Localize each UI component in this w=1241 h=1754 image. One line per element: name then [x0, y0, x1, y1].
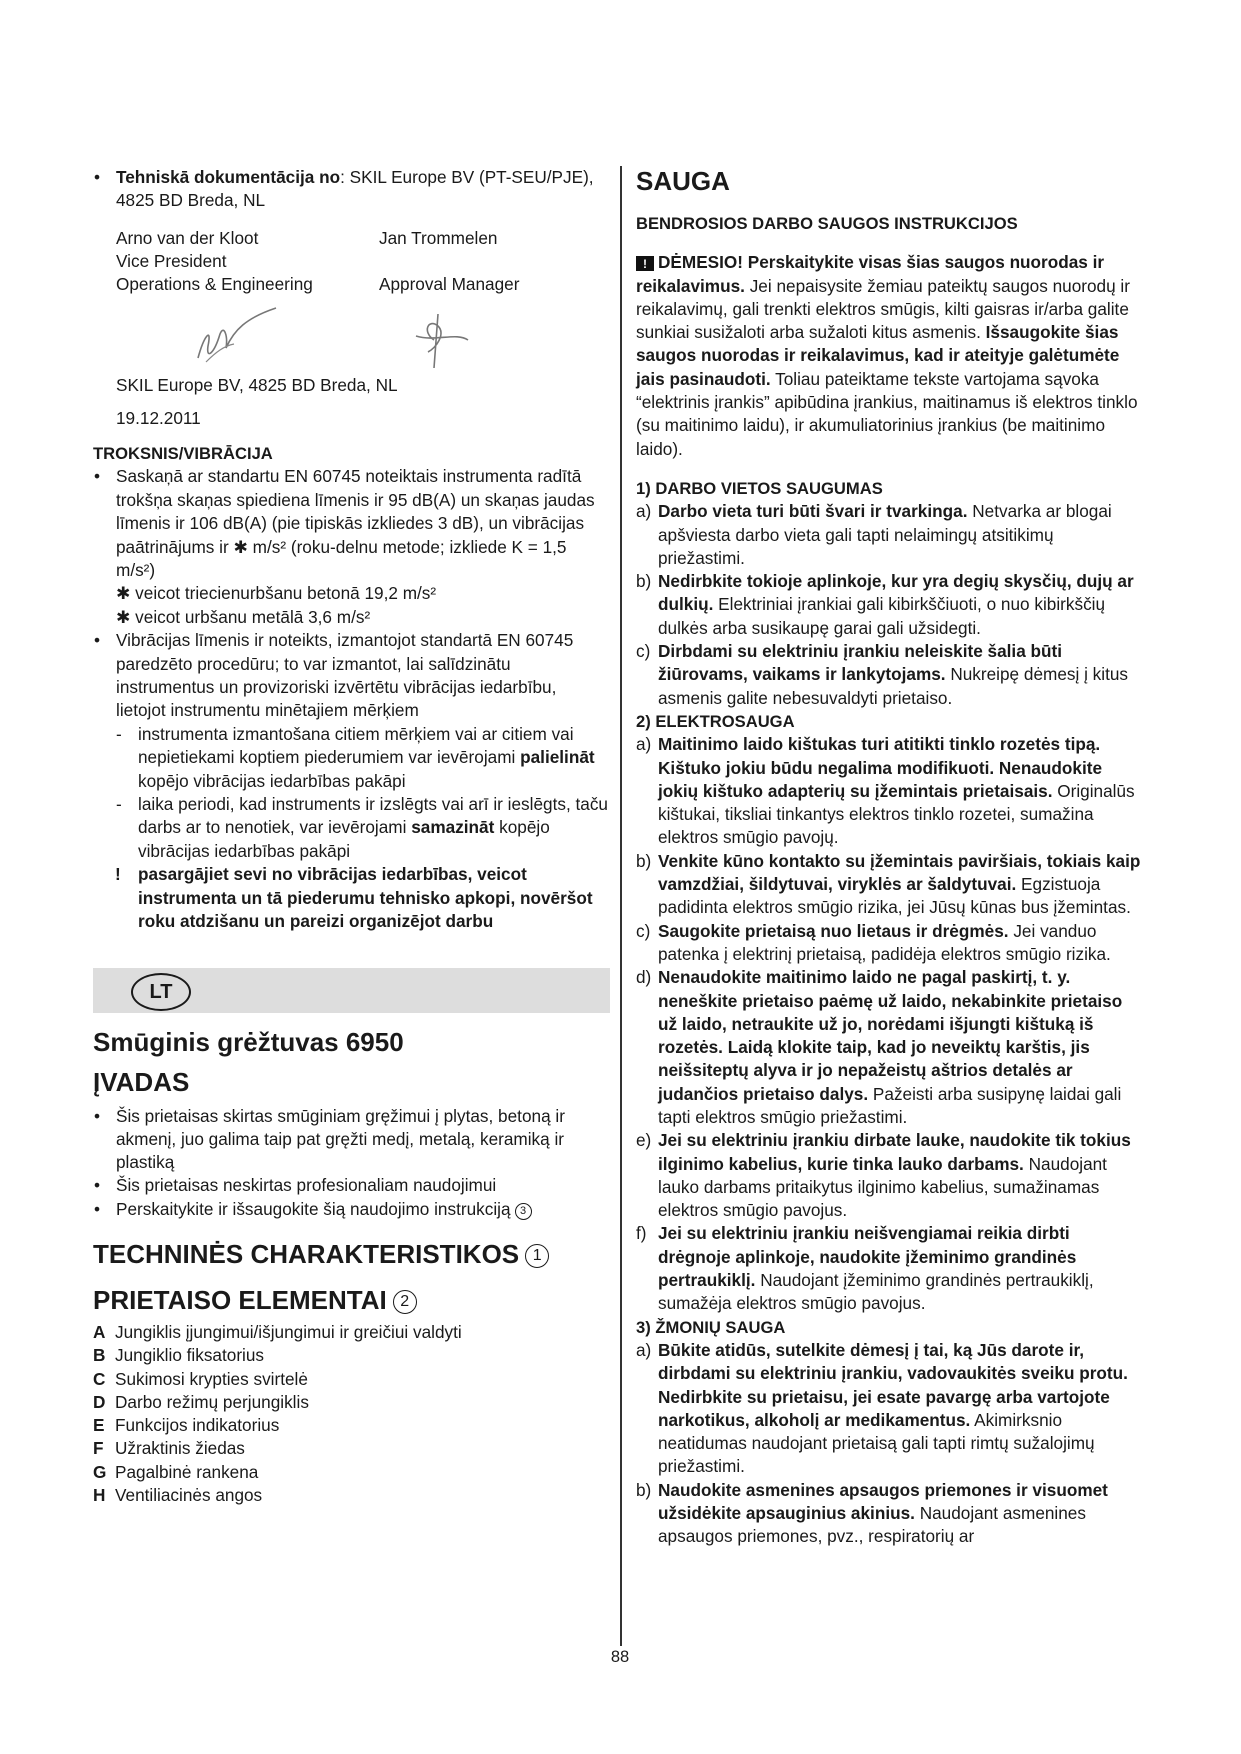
rule-3a: a) Būkite atidūs, sutelkite dėmesį į tai, ką Jūs darote ir, dirbdami su elektriniu įrankiu, vadovaukitės sveiku protu. Nedirbkite su prietaisu, jei esate pavargę arba vartojote narkotikus, alkoholį ar medikamentus. Akimirksnio neatidumas naudojant prietaisą gali tapti rimtų sužalojimų priežastimi.: [636, 1339, 1128, 1477]
signer-2-name: Jan Trommelen: [379, 227, 498, 248]
column-divider: [620, 166, 622, 1646]
page-number: 88: [610, 1648, 630, 1666]
rule-2d: d) Nenaudokite maitinimo laido ne pagal paskirtį, t. y. neneškite prietaiso paėmę už laido, nekabinkite prietaiso už laido, netraukite už jo, norėdami išjungti kištuką iš rozetės. Laidą klokite taip, kad jo neveiktų karštis, jis neišsiteptų alyva ir jo nepažeistų aštrios detalės ar judančios prietaiso dalys. Pažeisti arba susipynę laidai gali tapti elektros smūgio priežastimi.: [636, 967, 1123, 1127]
noise-dash-2: - laika periodi, kad instruments ir izslēgts vai arī ir ieslēgts, taču darbs ar to nenotiek, var ievērojami samazināt kopējo vibrācijas iedarbības pakāpi: [93, 793, 610, 863]
section-2-heading: 2) ELEKTROSAUGA: [636, 711, 795, 731]
signature-2-icon: [416, 314, 468, 368]
signatures: [116, 296, 610, 374]
rule-2f: f) Jei su elektriniu įrankiu neišvengiamai reikia dirbti drėgnoje aplinkoje, naudokite įžeminimo grandinės pertraukiklį. Naudojant įžeminimo grandinės pertraukiklį, sumažėja elektros smūgio pavojus.: [636, 1223, 1094, 1314]
part-item: G Pagalbinė rankena: [93, 1461, 259, 1482]
figure-ref-1-icon: 1: [525, 1244, 549, 1268]
part-item: F Užraktinis žiedas: [93, 1438, 245, 1459]
safety-subheading: BENDROSIOS DARBO SAUGOS INSTRUKCIJOS: [636, 214, 1018, 233]
intro-item: • Šis prietaisas skirtas smūginiam gręžimui į plytas, betoną ir akmenį, juo galima taip pat gręžti medį, metalą, keramiką ir plastiką: [93, 1105, 610, 1175]
language-badge: LT: [131, 973, 191, 1011]
intro-list: [93, 1105, 610, 1221]
rule-1a: a) Darbo vieta turi būti švari ir tvarkinga. Netvarka ar blogai apšviesta darbo vieta gali tapti nelaimingų atsitikimų priežastimi.: [636, 501, 1112, 568]
product-title: Smūginis grėžtuvas 6950: [93, 1026, 404, 1057]
part-item: C Sukimosi krypties svirtelė: [93, 1368, 308, 1389]
rule-2b: b) Venkite kūno kontakto su įžemintais paviršiais, tokiais kaip vamzdžiai, šildytuvai, viryklės ar šaldytuvai. Egzistuoja padidinta elektros smūgio rizika, jei Jūsų kūnas bus įžemintas.: [636, 850, 1141, 918]
rule-2a: a) Maitinimo laido kištukas turi atitikti tinklo rozetės tipą. Kištuko jokiu būdu negalima modifikuoti. Nenaudokite jokių kištuko adapterių su įžemintais prietaisais. Originalūs kištukai, tiksliai tinkantys elektros tinklo rozetei, sumažina elektros smūgio pavojų.: [636, 734, 1135, 848]
safety-heading: SAUGA: [636, 166, 730, 196]
part-item: A Jungiklis įjungimui/išjungimui ir greičiui valdyti: [93, 1321, 462, 1342]
noise-star-1: ✱ veicot triecienurbšanu betonā 19,2 m/s²: [116, 583, 437, 604]
section-3-heading: 3) ŽMONIŲ SAUGA: [636, 1317, 786, 1337]
warning-icon: !: [636, 256, 654, 271]
rule-2c: c) Saugokite prietaisą nuo lietaus ir drėgmės. Jei vanduo patenka į elektrinį prietaisą, padidėja elektros smūgio rizika.: [636, 920, 1111, 964]
part-item: B Jungiklio fiksatorius: [93, 1345, 265, 1366]
left-column: [93, 166, 610, 1507]
signature-graphics: [116, 296, 536, 374]
warning-paragraph: ! DĖMESIO! Perskaitykite visas šias saugos nuorodas ir reikalavimus. Jei nepaisysite žemiau pateiktų saugos nuorodų ir reikalavimų, gali trenkti elektros smūgis, kilti gaisras ir/arba galite sunkiai susižaloti arba sužaloti kitus asmenis. Išsaugokite šias saugos nuorodas ir reikalavimus, kad ir ateityje galėtumėte jais pasinaudoti. Toliau pateiktame tekste vartojama sąvoka “elektrinis įrankis” apibūdina įrankius, maitinamus iš elektros tinklo (su maitinimo laidu), ir akumuliatorinius įrankius (be maitinimo laido).: [636, 252, 1138, 459]
tech-heading: TECHNINĖS CHARAKTERISTIKOS 1: [93, 1239, 610, 1269]
right-column: [636, 166, 1144, 1549]
signer-2-title: Approval Manager: [379, 274, 520, 295]
signers: [93, 227, 610, 297]
noise-heading: TROKSNIS/VIBRĀCIJA: [93, 444, 273, 464]
signer-2: [379, 227, 579, 297]
intro-item: • Perskaitykite ir išsaugokite šią naudojimo instrukciją 3: [93, 1198, 610, 1221]
parts-heading: PRIETAISO ELEMENTAI 2: [93, 1285, 610, 1315]
techdoc-label: Tehniskā dokumentācija no: [116, 167, 341, 187]
signer-1: [116, 227, 379, 297]
part-item: D Darbo režimų perjungiklis: [93, 1391, 309, 1412]
signature-1-icon: [198, 308, 276, 358]
part-item: E Funkcijos indikatorius: [93, 1415, 280, 1436]
signature-date: 19.12.2011: [116, 407, 201, 428]
noise-dash-1: - instrumenta izmantošana citiem mērķiem vai ar citiem vai nepietiekami koptiem piederumiem var ievērojami palielināt kopējo vibrācijas iedarbības pakāpi: [93, 723, 610, 793]
noise-star-2: ✱ veicot urbšanu metālā 3,6 m/s²: [116, 606, 371, 627]
company-address: SKIL Europe BV, 4825 BD Breda, NL: [116, 375, 398, 396]
intro-heading: ĮVADAS: [93, 1066, 190, 1097]
noise-item-2: • Vibrācijas līmenis ir noteikts, izmantojot standartā EN 60745 paredzēto procedūru; to var izmantot, lai salīdzinātu instrumentus un provizoriski izvērtētu vibrācijas iedarbību, lietojot instrumentu minētajiem mērķiem: [93, 629, 610, 723]
rule-1b: b) Nedirbkite tokioje aplinkoje, kur yra degių skysčių, dujų ar dulkių. Elektriniai įrankiai gali kibirkščiuoti, o nuo kibirkščių dulkės arba susikaupę garai gali užsidegti.: [636, 571, 1134, 638]
parts-list: [93, 1321, 610, 1507]
noise-warning: ! pasargājiet sevi no vibrācijas iedarbības, veicot instrumenta un tā piederumu tehnisko apkopi, novēršot roku atdzišanu un pareizi organizējot darbu: [93, 863, 610, 933]
noise-item-1: • Saskaņā ar standartu EN 60745 noteiktais instrumenta radītā trokšņa skaņas spiediena līmenis ir 95 dB(A) un skaņas jaudas līmenis ir 106 dB(A) (pie tipiskās izkliedes 3 dB), un vibrācijas paātrinājums ir ✱ m/s² (roku-delnu metode; izkliede K = 1,5 m/s²): [93, 465, 610, 582]
figure-ref-2-icon: 2: [393, 1290, 417, 1314]
language-bar: [93, 968, 610, 1013]
intro-item: • Šis prietaisas neskirtas profesionaliam naudojimui: [93, 1174, 610, 1197]
rule-2e: e) Jei su elektriniu įrankiu dirbate lauke, naudokite tik tokius ilginimo kabelius, kurie tinka lauko darbams. Naudojant lauko darbams pritaikytus ilginimo kabelius, sumažinamas elektros smūgio pavojus.: [636, 1130, 1131, 1221]
part-item: H Ventiliacinės angos: [93, 1485, 263, 1506]
rule-1c: c) Dirbdami su elektriniu įrankiu neleiskite šalia būti žiūrovams, vaikams ir lankytojams. Nukreipę dėmesį į kitus asmenis galite nebesuvaldyti prietaiso.: [636, 641, 1129, 708]
signer-1-name: Arno van der Kloot: [116, 227, 259, 248]
signer-1-dept: Operations & Engineering: [116, 274, 313, 295]
techdoc-text: : SKIL Europe BV (PT-SEU/PJE), 4825 BD Breda, NL: [116, 167, 594, 211]
figure-ref-3-icon: 3: [515, 1203, 532, 1220]
section-1-heading: 1) DARBO VIETOS SAUGUMAS: [636, 478, 883, 498]
rule-3b: b) Naudokite asmenines apsaugos priemones ir visuomet užsidėkite apsauginius akinius. Naudojant asmenines apsaugos priemones, pvz., respiratorių ar: [636, 1479, 1108, 1547]
signer-1-title: Vice President: [116, 250, 227, 271]
techdoc-item: [93, 166, 610, 213]
